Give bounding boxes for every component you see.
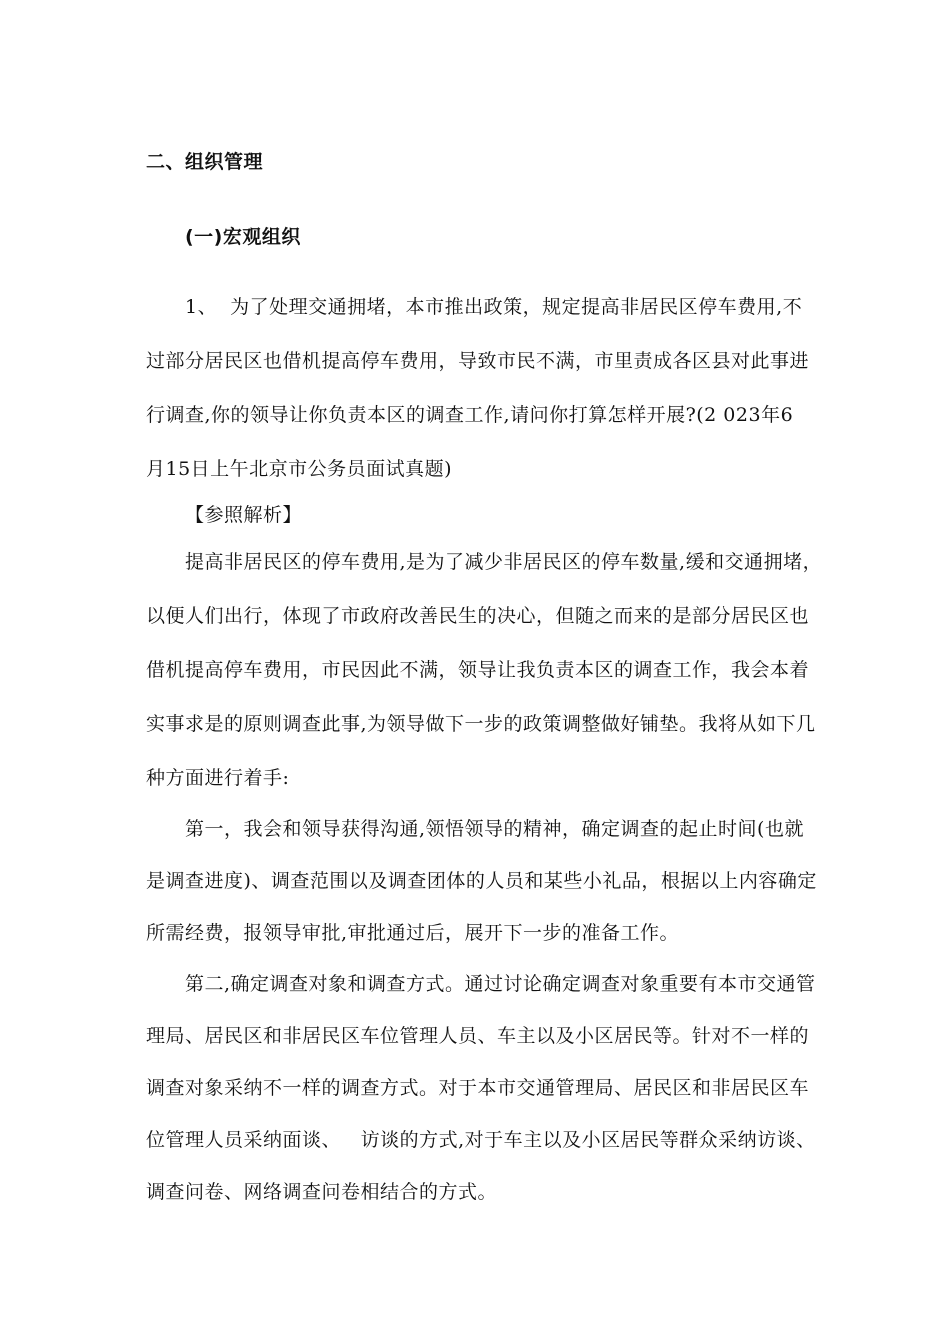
paragraph-line: 以便人们出行，体现了市政府改善民生的决心，但随之而来的是部分居民区也: [146, 605, 810, 627]
question-line: 月15日上午北京市公务员面试真题): [146, 458, 453, 480]
paragraph-line: 是调查进度)、调查范围以及调查团体的人员和某些小礼品，根据以上内容确定: [146, 870, 817, 892]
question-line: 1、 为了处理交通拥堵，本市推出政策，规定提高非居民区停车费用,不: [185, 296, 803, 318]
question-line: 行调查,你的领导让你负责本区的调查工作,请问你打算怎样开展?(2 023年6: [146, 404, 794, 426]
question-line: 过部分居民区也借机提高停车费用，导致市民不满，市里责成各区县对此事进: [146, 350, 810, 372]
paragraph-line: 第二,确定调查对象和调查方式。通过讨论确定调查对象重要有本市交通管: [185, 973, 816, 995]
paragraph-line: 提高非居民区的停车费用,是为了减少非居民区的停车数量,缓和交通拥堵，: [185, 551, 823, 573]
paragraph-line: 借机提高停车费用，市民因此不满，领导让我负责本区的调查工作，我会本着: [146, 659, 810, 681]
paragraph-line: 种方面进行着手:: [146, 767, 290, 789]
paragraph-line: 调查对象采纳不一样的调查方式。对于本市交通管理局、居民区和非居民区车: [146, 1077, 810, 1099]
paragraph-line: 第一，我会和领导获得沟通,领悟领导的精神，确定调查的起止时间(也就: [185, 818, 804, 840]
paragraph-line: 理局、居民区和非居民区车位管理人员、车主以及小区居民等。针对不一样的: [146, 1025, 810, 1047]
subsection-heading: (一)宏观组织: [185, 226, 301, 248]
paragraph-line: 所需经费，报领导审批,审批通过后，展开下一步的准备工作。: [146, 922, 680, 944]
analysis-label: 【参照解析】: [185, 504, 303, 526]
paragraph-line: 位管理人员采纳面谈、 访谈的方式,对于车主以及小区居民等群众采纳访谈、: [146, 1129, 816, 1151]
paragraph-line: 实事求是的原则调查此事,为领导做下一步的政策调整做好铺垫。我将从如下几: [146, 713, 816, 735]
section-heading: 二、组织管理: [146, 151, 264, 173]
paragraph-line: 调查问卷、网络调查问卷相结合的方式。: [146, 1181, 498, 1203]
